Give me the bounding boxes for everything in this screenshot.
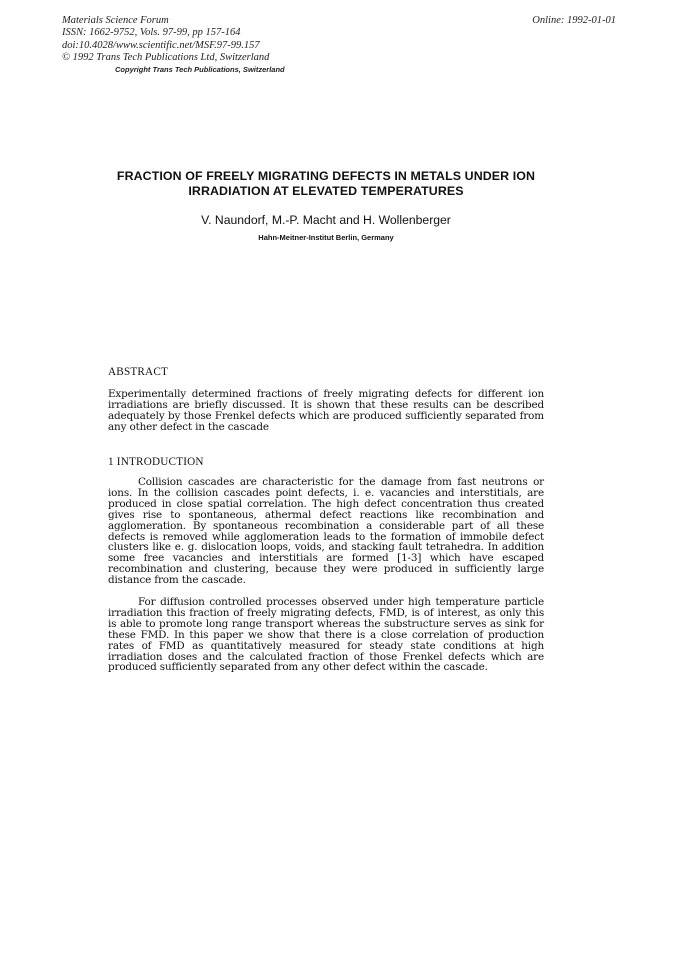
introduction-paragraph-2: For diffusion controlled processes observed under high temperature particle irradiation this fraction of freely migrating defects, FMD, is of interest, as only this is able to promote long range transport whereas the substructure serves as sink for these FMD. In this paper we show that there is a close correlation of production rates of FMD as quantitatively measured for steady state conditions at high irradiation doses and the calculated fraction of those Frenkel defects which are produced sufficiently separated from any other defect within the cascade.: [108, 596, 544, 674]
copyright-line: © 1992 Trans Tech Publications Ltd, Switzerland: [62, 51, 270, 63]
introduction-paragraph-1: Collision cascades are characteristic for the damage from fast neutrons or ions. In the collision cascades point defects, i. e. vacancies and interstitials, are produced in close spatial correlation. The high defect concentration thus created gives rise to spontaneous, athermal defect reactions like recombination and agglomeration. By spontaneous recombination a considerable part of all these defects is removed while agglomeration leads to the formation of immobile defect clusters like e. g. dislocation loops, voids, and stacking fault tetrahedra. In addition some free vacancies and interstitials are formed [1-3] which have escaped recombination and clustering, because they were produced in sufficiently large distance from the cascade.: [108, 476, 544, 587]
paper-affiliation: Hahn-Meitner-Institut Berlin, Germany: [258, 233, 394, 242]
paper-authors: V. Naundorf, M.-P. Macht and H. Wollenberger: [201, 213, 451, 227]
abstract-heading: ABSTRACT: [108, 366, 169, 378]
publisher-copyright: Copyright Trans Tech Publications, Switzerland: [115, 65, 285, 74]
issn-line: ISSN: 1662-9752, Vols. 97-99, pp 157-164: [62, 27, 241, 39]
doi-line[interactable]: doi:10.4028/www.scientific.net/MSF.97-99.157: [62, 39, 260, 51]
introduction-heading: 1 INTRODUCTION: [108, 456, 204, 468]
paper-title: FRACTION OF FREELY MIGRATING DEFECTS IN METALS UNDER ION IRRADIATION AT ELEVATED TEMPERATURES: [116, 169, 536, 198]
online-date: Online: 1992-01-01: [532, 15, 616, 26]
journal-name: Materials Science Forum: [62, 15, 169, 26]
publication-metadata: [62, 15, 362, 64]
abstract-text: Experimentally determined fractions of freely migrating defects for different ion irradiations are briefly discussed. It is shown that these results can be described adequately by those Frenkel defects which are produced sufficiently separated from any other defect in the cascade: [108, 388, 544, 433]
